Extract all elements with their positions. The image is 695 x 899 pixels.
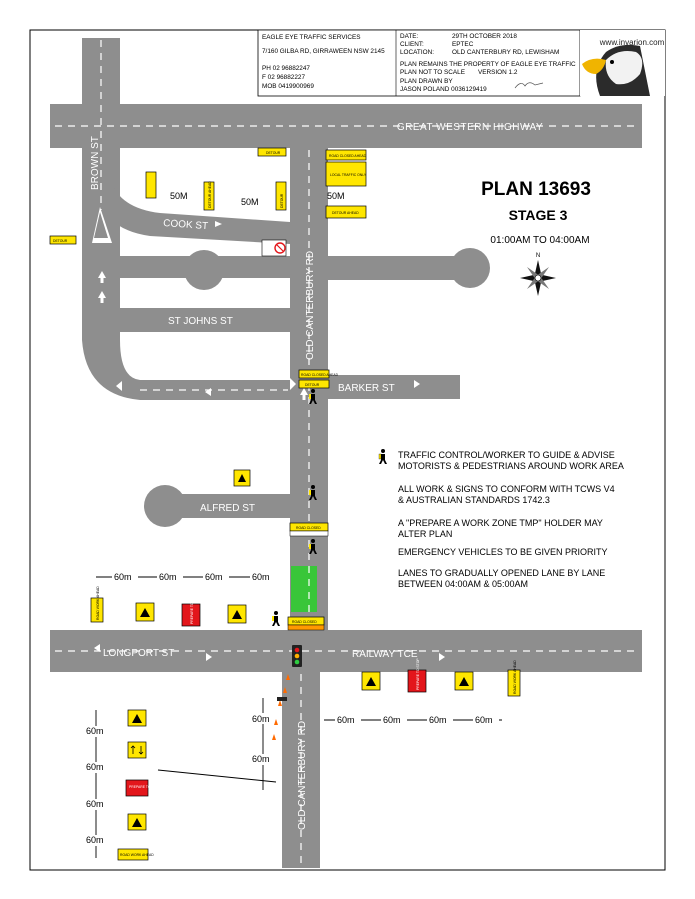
sign-road-closed-upper [290, 523, 328, 536]
sign-prepare-to-stop-2-text: PREPARE TO STOP [416, 658, 420, 690]
top-dist-3: 60m [205, 572, 223, 582]
alfred-st-culdesac [144, 485, 186, 527]
scale-note: PLAN NOT TO SCALE [400, 69, 465, 76]
sign-detour-vert-1 [276, 182, 286, 210]
note-line-7: EMERGENCY VEHICLES TO BE GIVEN PRIORITY [398, 547, 608, 557]
brown-st-label: BROWN ST [90, 136, 101, 190]
sign-worker-row-2 [228, 605, 246, 623]
great-western-highway-label: GREAT WESTERN HIGHWAY [396, 122, 544, 133]
legend-sign-two-way [128, 742, 146, 758]
date-label: DATE: [400, 33, 419, 40]
sign-detour-top-text: DETOUR [266, 151, 281, 155]
sign-no-entry [262, 240, 286, 256]
note-line-6: ALTER PLAN [398, 529, 453, 539]
right-dist-4: 60m [475, 715, 493, 725]
plan-time: 01:00AM TO 04:00AM [490, 235, 590, 246]
distance-50m-a: 50M [170, 191, 188, 201]
drawn-by-label: PLAN DRAWN BY [400, 78, 453, 85]
drawn-by: JASON POLAND 0036129419 [400, 86, 487, 93]
client-value: EPTEC [452, 41, 474, 48]
sign-worker-right-1 [362, 672, 380, 690]
sign-local-traffic-text: LOCAL TRAFFIC ONLY [330, 173, 367, 177]
sign-road-closed-lower-text: ROAD CLOSED [292, 620, 317, 624]
cook-st-label: COOK ST [162, 218, 209, 233]
north-label: N [535, 253, 541, 259]
location-value: OLD CANTERBURY RD, LEWISHAM [452, 49, 560, 56]
sign-detour-ahead-2 [326, 206, 366, 218]
company-phone: PH 02 96882247 [262, 65, 310, 72]
sign-road-closed-upper-text: ROAD CLOSED [296, 526, 321, 530]
traffic-light-icon [292, 645, 302, 667]
sign-detour-left [50, 236, 76, 244]
notes [379, 449, 624, 589]
note-line-8: LANES TO GRADUALLY OPENED LANE BY LANE [398, 568, 606, 578]
company-address: 7/160 GILBA RD, GIRRAWEEN NSW 2145 [262, 48, 385, 55]
plan-stage: STAGE 3 [508, 207, 568, 223]
st-johns-st-label: ST JOHNS ST [168, 316, 233, 327]
version: VERSION 1.2 [478, 69, 518, 76]
company-name: EAGLE EYE TRAFFIC SERVICES [262, 34, 361, 41]
longport-st-label: LONGPORT ST [103, 648, 175, 659]
sign-road-work-ahead-1-text: ROAD WORK AHEAD [96, 586, 100, 620]
sign-road-work-ahead-2-text: ROAD WORK AHEAD [513, 660, 517, 694]
note-line-3: ALL WORK & SIGNS TO CONFORM WITH TCWS V4 [398, 484, 615, 494]
barker-st-label: BARKER ST [338, 383, 395, 394]
sign-detour-barker-text: DETOUR [305, 383, 320, 387]
alfred-st-label: ALFRED ST [200, 503, 256, 514]
legend-dist-2: 60m [86, 762, 104, 772]
sign-road-closed-barker-text: ROAD CLOSED AHEAD [301, 373, 339, 377]
sign-worker-1 [146, 172, 156, 198]
company-fax: F 02 96882227 [262, 74, 305, 81]
website: www.invarion.com [599, 38, 665, 47]
bottom-vert-dist-2: 60m [252, 754, 270, 764]
top-dist-2: 60m [159, 572, 177, 582]
top-dist-4: 60m [252, 572, 270, 582]
sign-road-closed-ahead-top [326, 150, 367, 160]
legend-sign-worker [128, 710, 146, 726]
eagle-logo [580, 30, 665, 96]
note-line-1: TRAFFIC CONTROL/WORKER TO GUIDE & ADVISE [398, 450, 615, 460]
property-note: PLAN REMAINS THE PROPERTY OF EAGLE EYE TRAFFIC [400, 61, 576, 68]
railway-tce-label: RAILWAY TCE [352, 649, 418, 660]
distance-50m-c: 50M [327, 191, 345, 201]
distance-50m-b: 50M [241, 197, 259, 207]
worker-bottom [277, 697, 287, 701]
sign-prepare-to-stop-1-text: PREPARE TO STOP [190, 592, 194, 624]
sign-detour-ahead-1-text: DETOUR AHEAD [208, 181, 212, 208]
sign-detour-ahead-1 [204, 181, 214, 210]
sign-detour-vert-1-text: DETOUR [280, 193, 284, 208]
legend-sign-roadwork [128, 814, 146, 830]
note-line-9: BETWEEN 04:00AM & 05:00AM [398, 579, 529, 589]
legend-dist-4: 60m [86, 835, 104, 845]
sign-detour-barker [299, 380, 329, 388]
bottom-vert-dist-1: 60m [252, 714, 270, 724]
cook-st-east-culdesac [450, 248, 490, 288]
client-label: CLIENT: [400, 41, 424, 48]
sign-detour-ahead-2-text: DETOUR AHEAD [332, 211, 359, 215]
note-line-5: A "PREPARE A WORK ZONE TMP" HOLDER MAY [398, 518, 603, 528]
title-block [258, 30, 665, 96]
sign-detour-top [258, 148, 286, 156]
legend-sign-prepare-to-stop-text: PREPARE TO STOP [129, 785, 161, 789]
legend-dist-1: 60m [86, 726, 104, 736]
right-dist-2: 60m [383, 715, 401, 725]
cook-st-culdesac [184, 250, 224, 290]
sign-worker-row-1 [136, 603, 154, 621]
legend-sign-road-work-ahead-text: ROAD WORK AHEAD [120, 853, 154, 857]
right-dist-1: 60m [337, 715, 355, 725]
sign-worker-right-2 [455, 672, 473, 690]
old-canterbury-rd-top-label: OLD CANTERBURY RD [305, 250, 316, 360]
note-line-4: & AUSTRALIAN STANDARDS 1742.3 [398, 495, 550, 505]
date-value: 29TH OCTOBER 2018 [452, 33, 517, 40]
plan-number: PLAN 13693 [481, 179, 591, 200]
legend-dist-3: 60m [86, 799, 104, 809]
right-dist-3: 60m [429, 715, 447, 725]
sign-road-closed-lower [288, 617, 324, 630]
note-line-2: MOTORISTS & PEDESTRIANS AROUND WORK AREA [398, 461, 624, 471]
sign-local-traffic [326, 162, 367, 186]
sign-worker-alfred [234, 470, 250, 486]
location-label: LOCATION: [400, 49, 434, 56]
sign-detour-left-text: DETOUR [53, 239, 68, 243]
sign-road-closed-ahead-top-text: ROAD CLOSED AHEAD [329, 154, 367, 158]
top-dist-1: 60m [114, 572, 132, 582]
company-mobile: MOB 0419900969 [262, 83, 314, 90]
old-canterbury-rd-bottom-label: OLD CANTERBURY RD [297, 720, 308, 830]
work-zone [291, 566, 317, 612]
